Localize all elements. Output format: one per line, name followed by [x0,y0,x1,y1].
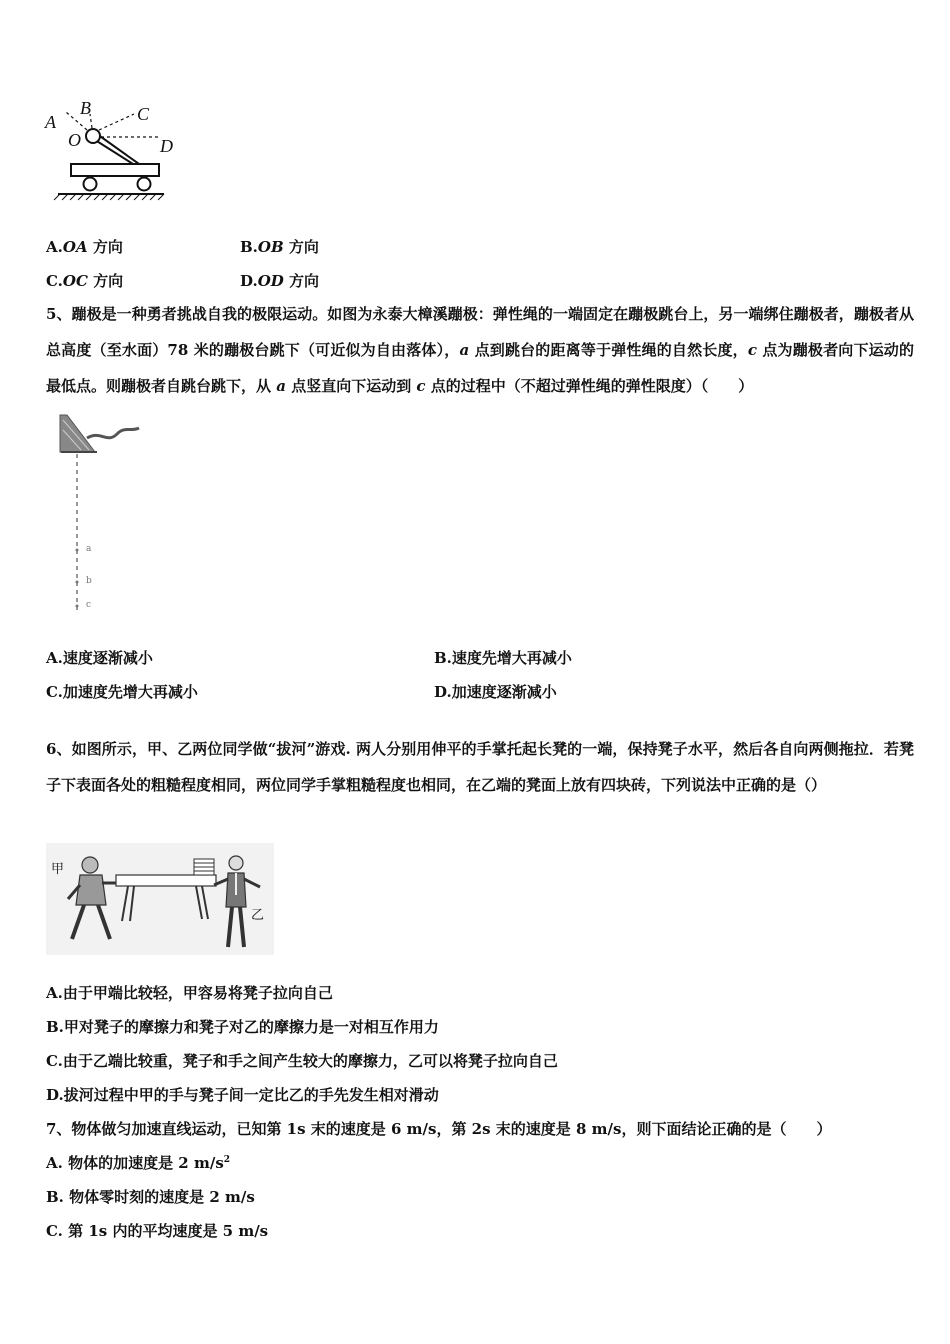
q6-label-left: 甲 [51,862,65,877]
q4-label-c: C [137,104,150,124]
q6-option-a: A.由于甲端比较轻，甲容易将凳子拉向自己 [46,984,333,1002]
q4-label-d: D [160,136,173,156]
q5-option-c: C.加速度先增大再减小 [46,683,198,701]
q4-label-b: B [80,98,91,118]
q7-option-c: C. 第 1s 内的平均速度是 5 m/s [46,1222,269,1240]
q5-option-b: B.速度先增大再减小 [434,649,572,667]
q6-label-right: 乙 [251,908,265,923]
q5-option-d: D.加速度逐渐减小 [434,683,557,701]
q4-option-c: C.OC 方向 [46,272,124,290]
q4-option-d: D.OD 方向 [240,272,320,290]
q5-point-b: b [86,576,92,586]
q4-option-a: A.OA 方向 [46,238,123,256]
q4-option-b: B.OB 方向 [240,238,319,256]
q7-option-b: B. 物体零时刻的速度是 2 m/s [46,1188,255,1206]
q7-option-a: A. 物体的加速度是 2 $m/s^2$ [46,1154,231,1172]
q4-label-a: A [45,112,56,132]
q5-bungee-diagram [55,410,155,615]
q7-stem: 7、物体做匀加速直线运动，已知第 1s 末的速度是 6 m/s，第 2s 末的速度是 8 m/s，则下面结论正确的是（ ） [46,1120,832,1138]
q4-cart-diagram [40,96,220,216]
q5-point-a: a [86,544,92,554]
q5-stem: 5、蹦极是一种勇者挑战自我的极限运动。如图为永泰大樟溪蹦极：弹性绳的一端固定在蹦极跳台上，另一端绑住蹦极者，蹦极者从总高度（至水面）78 米的蹦极台跳下（可近似为自由落体），a 点到跳台的距离等于弹性绳的自然长度，c 点为蹦极者向下运动的最低点。则蹦极者自跳台跳下，从 a 点竖直向下运动到 c 点的过程中（不超过弹性绳的弹性限度）（ ） [46,305,914,395]
q6-bench-diagram [46,843,274,955]
q5-point-c: c [86,600,92,610]
q6-stem: 6、如图所示，甲、乙两位同学做“拔河”游戏. 两人分别用伸平的手掌托起长凳的一端，保持凳子水平，然后各自向两侧拖拉．若凳子下表面各处的粗糙程度相同，两位同学手掌粗糙程度也相同，在乙端的凳面上放有四块砖，下列说法中正确的是（） [46,740,914,794]
q6-option-c: C.由于乙端比较重，凳子和手之间产生较大的摩擦力，乙可以将凳子拉向自己 [46,1052,558,1070]
q6-option-b: B.甲对凳子的摩擦力和凳子对乙的摩擦力是一对相互作用力 [46,1018,439,1036]
q6-option-d: D.拔河过程中甲的手与凳子间一定比乙的手先发生相对滑动 [46,1086,439,1104]
q5-option-a: A.速度逐渐减小 [46,649,153,667]
q4-label-o: O [68,130,81,150]
